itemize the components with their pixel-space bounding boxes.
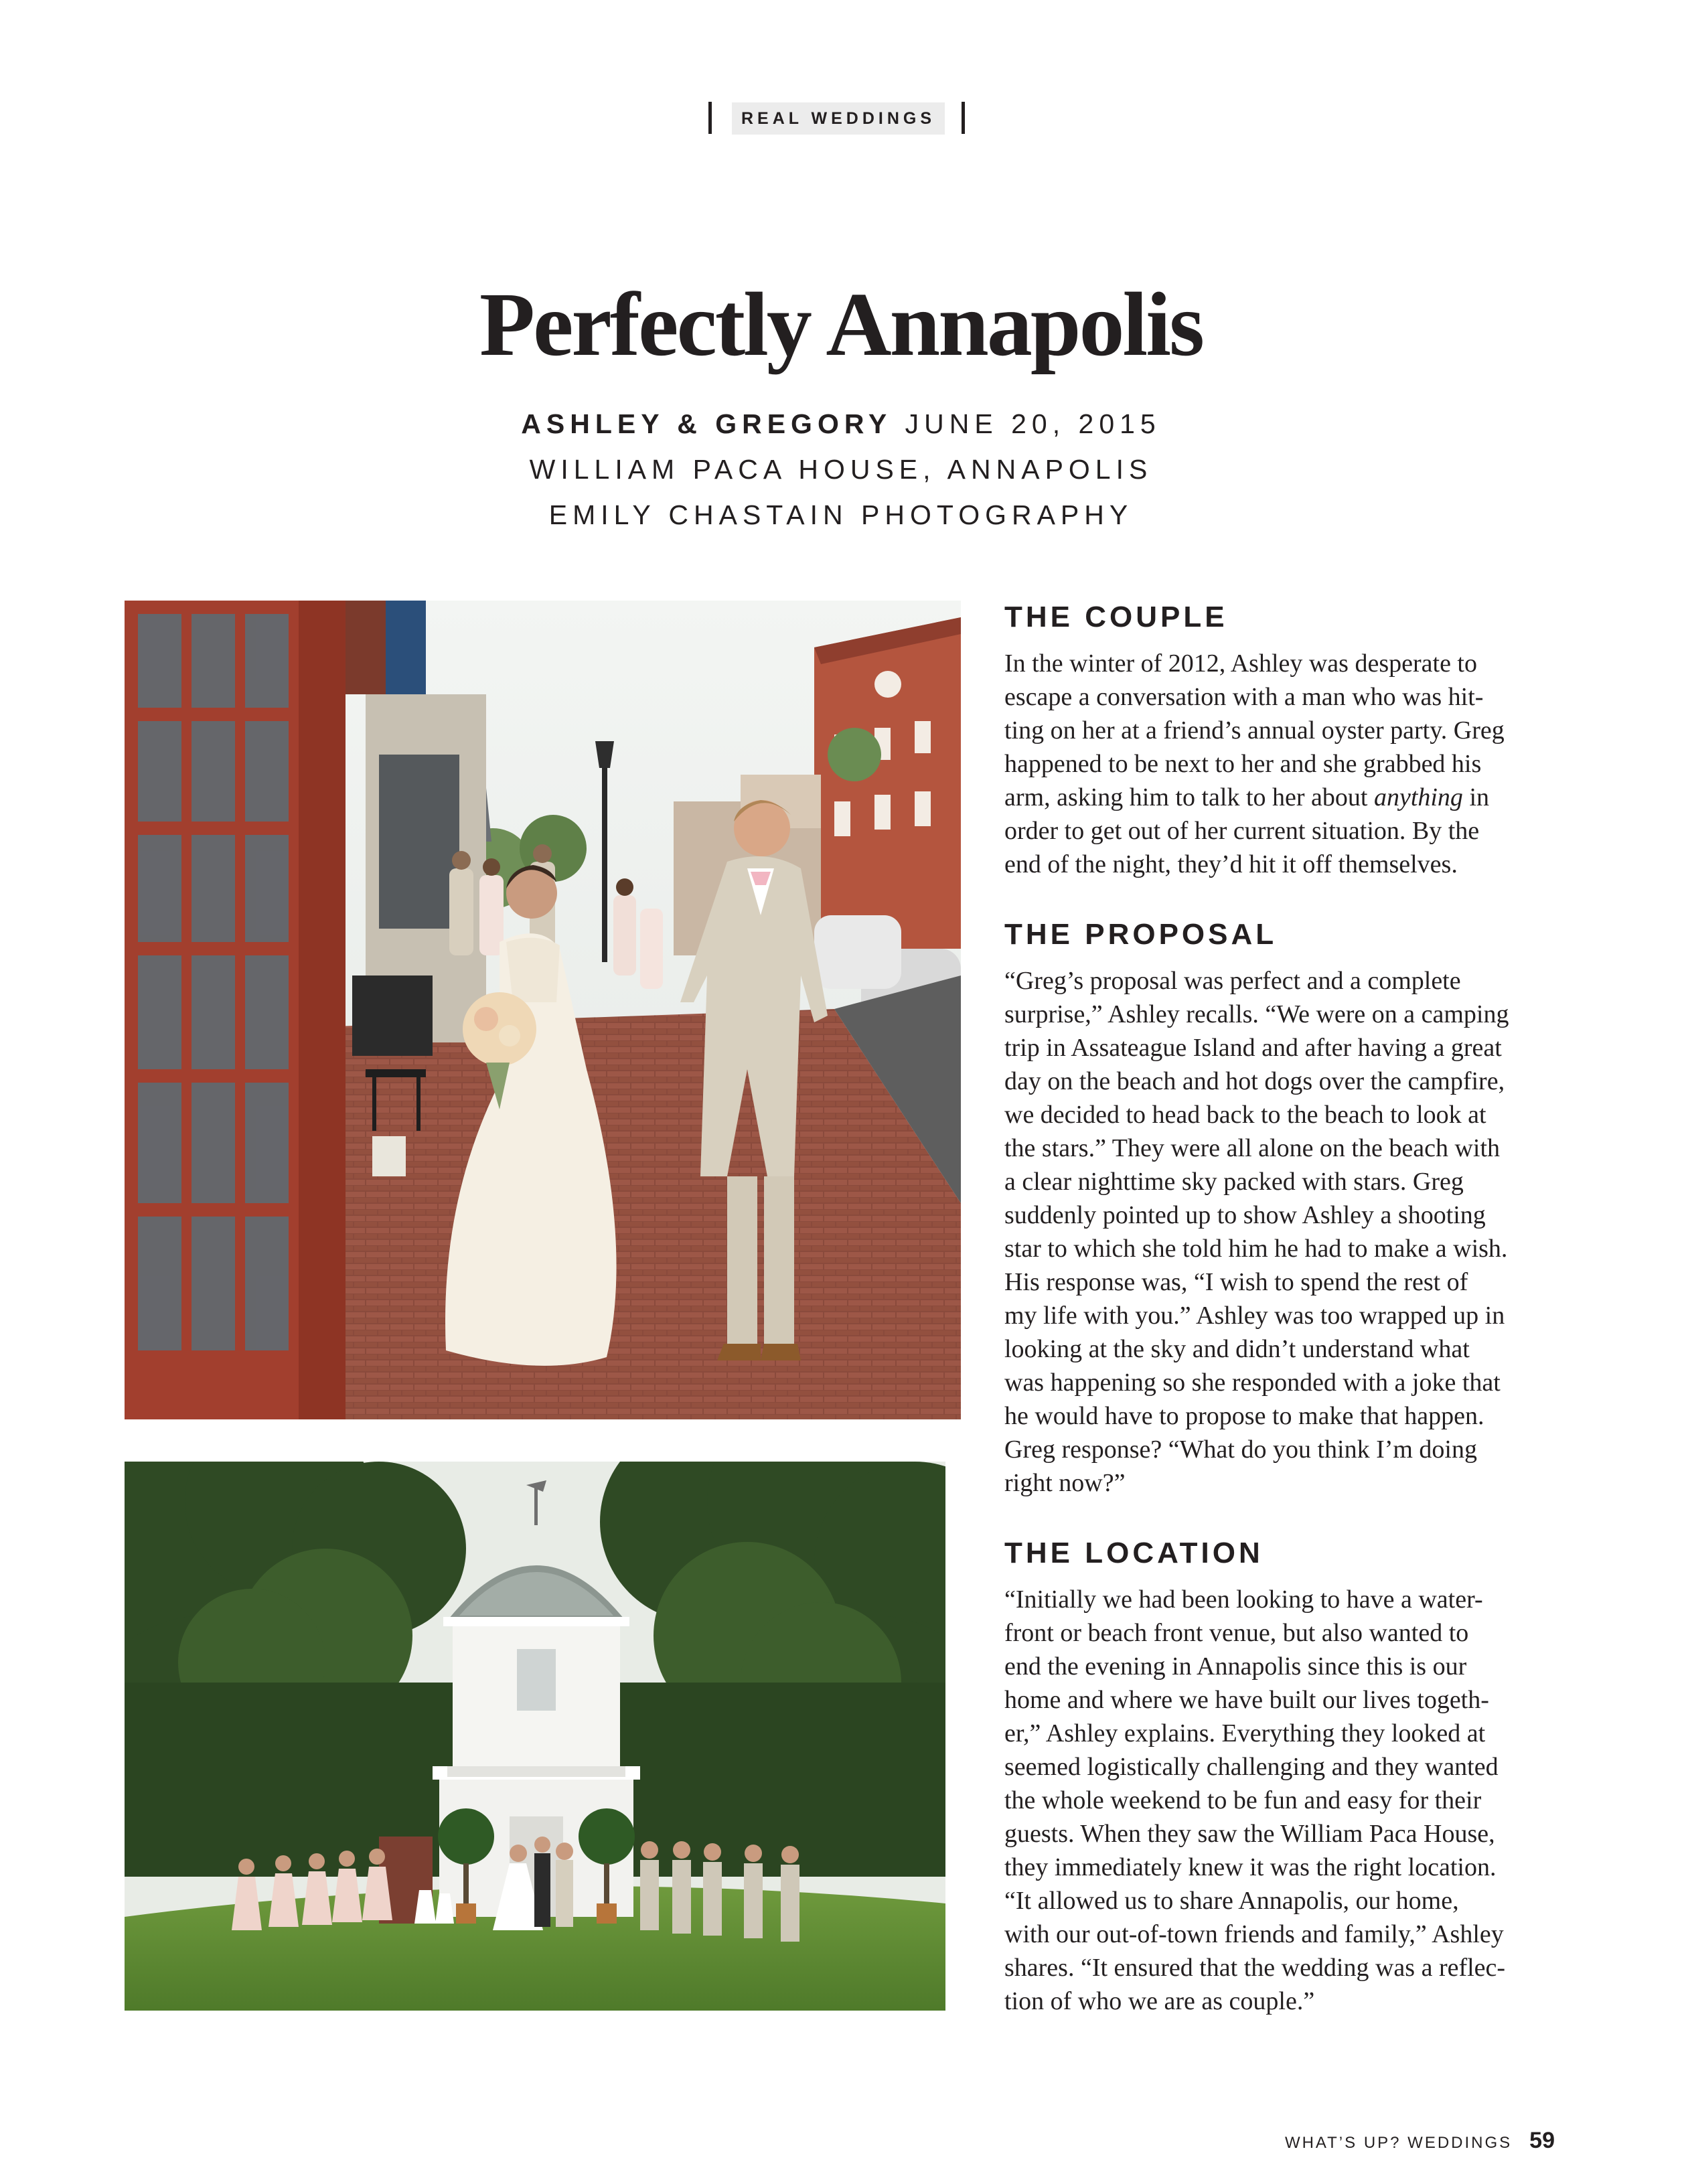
- photographer-credit: EMILY CHASTAIN PHOTOGRAPHY: [548, 499, 1134, 530]
- text-line: a clear nighttime sky packed with stars. Greg: [1004, 1168, 1464, 1196]
- wedding-date: JUNE 20, 2015: [905, 408, 1161, 439]
- section-heading: THE PROPOSAL: [1004, 918, 1278, 951]
- text-line: ting on her at a friend’s annual oyster party. Greg: [1004, 716, 1505, 745]
- text-line: surprise,” Ashley recalls. “We were on a camping: [1004, 1000, 1509, 1028]
- text-line: end of the night, they’d hit it off themselves.: [1004, 850, 1458, 878]
- text-line: “Greg’s proposal was perfect and a complete: [1004, 967, 1461, 995]
- text-line: we decided to head back to the beach to look at: [1004, 1101, 1486, 1129]
- section-heading: THE COUPLE: [1004, 601, 1228, 633]
- text-line: the whole weekend to be fun and easy for their: [1004, 1786, 1482, 1814]
- wedding-couple-walking-photo: [125, 601, 961, 1419]
- text-line: the stars.” They were all alone on the beach with: [1004, 1134, 1501, 1162]
- couple-date-line: [0, 405, 1682, 443]
- text-line: looking at the sky and didn’t understand what: [1004, 1335, 1470, 1363]
- text-line: right now?”: [1004, 1469, 1126, 1497]
- section-the-couple: [1004, 597, 1553, 881]
- text-line: guests. When they saw the William Paca House,: [1004, 1820, 1495, 1848]
- text-line: arm, asking him to talk to her about anything in: [1004, 783, 1489, 811]
- article-body: [1004, 597, 1553, 2018]
- emphasis: anything: [1373, 783, 1463, 811]
- text-line: shares. “It ensured that the wedding was a reflec-: [1004, 1954, 1506, 1982]
- text-line: tion of who we are as couple.”: [1004, 1987, 1315, 2015]
- text-line: In the winter of 2012, Ashley was desperate to: [1004, 649, 1477, 678]
- publication-name: WHAT’S UP? WEDDINGS: [1284, 2134, 1513, 2152]
- text-line: they immediately knew it was the right location.: [1004, 1853, 1497, 1881]
- text-line: er,” Ashley explains. Everything they looked at: [1004, 1719, 1486, 1747]
- rubric-left-rule: [708, 102, 712, 134]
- text-line: home and where we have built our lives togeth-: [1004, 1686, 1489, 1714]
- venue-line: WILLIAM PACA HOUSE, ANNAPOLIS: [529, 454, 1153, 485]
- text-line: seemed logistically challenging and they wanted: [1004, 1753, 1499, 1781]
- text-line: trip in Assateague Island and after having a great: [1004, 1034, 1502, 1062]
- text-line: my life with you.” Ashley was too wrapped up in: [1004, 1302, 1505, 1330]
- text-line: escape a conversation with a man who was hit-: [1004, 683, 1484, 711]
- text-line: end the evening in Annapolis since this is our: [1004, 1652, 1467, 1681]
- section-the-proposal: [1004, 915, 1553, 1500]
- text-line: day on the beach and hot dogs over the campfire,: [1004, 1067, 1505, 1095]
- text-line: he would have to propose to make that happen.: [1004, 1402, 1484, 1430]
- section-heading: THE LOCATION: [1004, 1537, 1264, 1569]
- text-line: His response was, “I wish to spend the rest of: [1004, 1268, 1468, 1296]
- garden-ceremony-photo: [125, 1462, 945, 2011]
- text-line: was happening so she responded with a joke that: [1004, 1369, 1501, 1397]
- text-line: “Initially we had been looking to have a water-: [1004, 1585, 1483, 1614]
- page-number: 59: [1529, 2128, 1555, 2153]
- rubric-right-rule: [962, 102, 965, 134]
- text-line: star to which she told him he had to make a wish.: [1004, 1235, 1508, 1263]
- couple-names: ASHLEY & GREGORY: [521, 408, 893, 439]
- text-line: suddenly pointed up to show Ashley a shooting: [1004, 1201, 1486, 1229]
- section-rubric: REAL WEDDINGS: [732, 102, 945, 135]
- text-line: order to get out of her current situation. By the: [1004, 817, 1480, 845]
- text-line: with our out-of-town friends and family,” Ashley: [1004, 1920, 1504, 1948]
- section-paragraph: [1004, 647, 1553, 881]
- text-line: front or beach front venue, but also wanted to: [1004, 1619, 1469, 1647]
- page-footer: [1285, 2128, 1555, 2154]
- section-paragraph: [1004, 1583, 1553, 2018]
- text-line: Greg response? “What do you think I’m doing: [1004, 1435, 1477, 1464]
- article-title: Perfectly Annapolis: [479, 275, 1203, 375]
- section-paragraph: [1004, 964, 1553, 1500]
- section-the-location: [1004, 1533, 1553, 2018]
- text-line: happened to be next to her and she grabbed his: [1004, 750, 1482, 778]
- text-line: “It allowed us to share Annapolis, our home,: [1004, 1887, 1459, 1915]
